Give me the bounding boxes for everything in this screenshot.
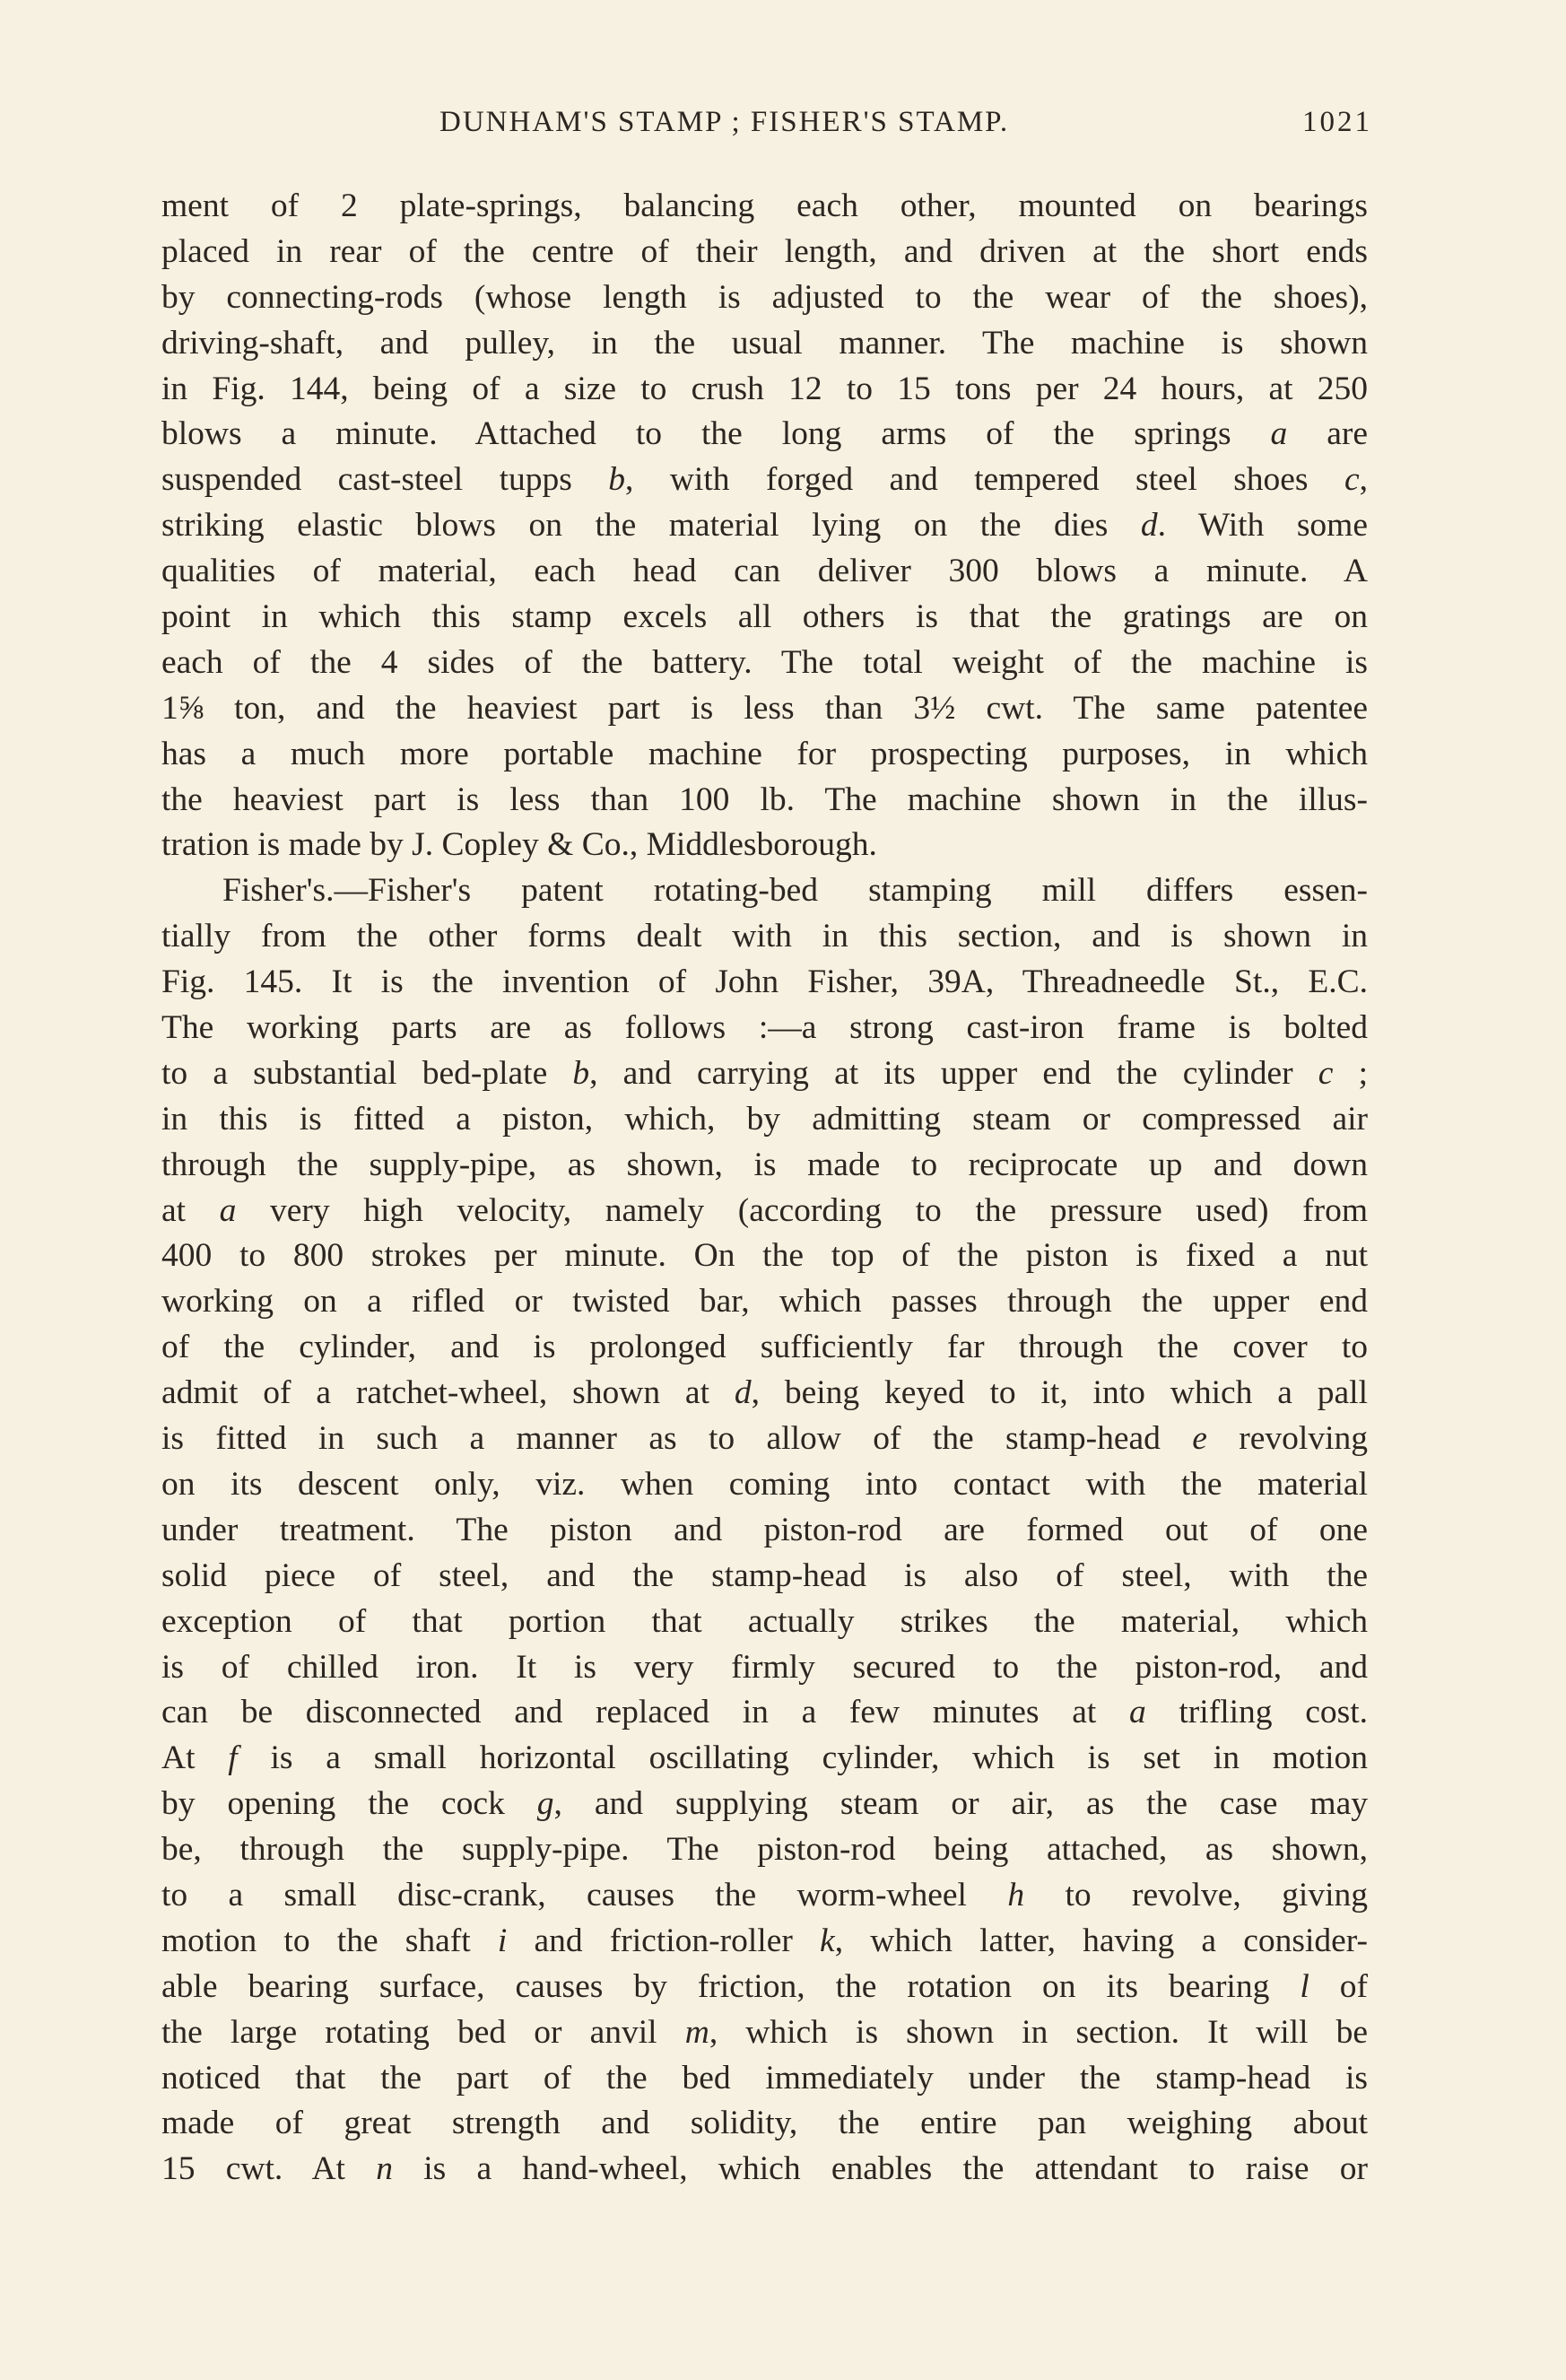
text-line: is fitted in such a manner as to allow of the stamp-head e revolving [161,1420,1368,1458]
text-line: blows a minute. Attached to the long arms of the springs a are [161,415,1368,453]
text-line: has a much more portable machine for prospecting purposes, in which [161,735,1368,772]
text-line: At f is a small horizontal oscillating cylinder, which is set in motion [161,1739,1369,1777]
text-line: to a small disc-crank, causes the worm-wheel h to revolve, giving [161,1876,1368,1914]
text-line: 15 cwt. At n is a hand-wheel, which enables the attendant to raise or [161,2150,1368,2188]
text-line: in Fig. 144, being of a size to crush 12 to 15 tons per 24 hours, at 250 [161,370,1368,407]
text-line: made of great strength and solidity, the entire pan weighing about [161,2105,1368,2142]
text-line: exception of that portion that actually strikes the material, which [161,1602,1368,1640]
figure-reference-letter: c [1344,461,1360,499]
text-line: 1⅝ ton, and the heaviest part is less than 3½ cwt. The same patentee [161,689,1368,727]
text-line: Fig. 145. It is the invention of John Fisher, 39A, Threadneedle St., E.C. [161,963,1368,1001]
text-line: striking elastic blows on the material lying on the dies d. With some [161,507,1368,545]
body-text [161,184,1368,2193]
running-title: DUNHAM'S STAMP ; FISHER'S STAMP. [439,106,1010,138]
text-line: can be disconnected and replaced in a few minutes at a trifling cost. [161,1694,1368,1731]
text-line: ment of 2 plate-springs, balancing each other, mounted on bearings [161,187,1368,224]
text-line: solid piece of steel, and the stamp-head is also of steel, with the [161,1556,1368,1594]
text-line: is of chilled iron. It is very firmly secured to the piston-rod, and [161,1648,1368,1686]
figure-reference-letter: c [1318,1054,1334,1092]
text-line: able bearing surface, causes by friction, the rotation on its bearing l of [161,1967,1368,2005]
text-line: to a substantial bed-plate b, and carrying at its upper end the cylinder c ; [161,1054,1368,1092]
running-head [439,106,1372,151]
text-line: at a very high velocity, namely (according to the pressure used) from [161,1191,1368,1229]
text-line: in this is fitted a piston, which, by admitting steam or compressed air [161,1100,1368,1138]
figure-reference-letter: h [1007,1876,1025,1914]
figure-reference-letter: b [572,1054,590,1092]
figure-reference-letter: a [1128,1694,1146,1731]
figure-reference-letter: e [1192,1420,1207,1458]
text-line: through the supply-pipe, as shown, is made to reciprocate up and down [161,1146,1368,1183]
text-line: tration is made by J. Copley & Co., Middlesborough. [161,826,877,864]
figure-reference-letter: b [608,461,626,499]
text-line: each of the 4 sides of the battery. The total weight of the machine is [161,643,1368,681]
text-line: The working parts are as follows :—a strong cast-iron frame is bolted [161,1009,1368,1047]
text-line: Fisher's.—Fisher's patent rotating-bed stamping mill differs essen- [222,872,1368,910]
text-line: noticed that the part of the bed immediately under the stamp-head is [161,2059,1368,2097]
figure-reference-letter: f [228,1739,238,1777]
text-line: 400 to 800 strokes per minute. On the top of the piston is fixed a nut [161,1237,1368,1275]
text-line: tially from the other forms dealt with in this section, and is shown in [161,918,1368,955]
text-line: point in which this stamp excels all others is that the gratings are on [161,598,1368,636]
text-line: under treatment. The piston and piston-rod are formed out of one [161,1511,1368,1548]
figure-reference-letter: d [734,1374,752,1412]
page-number: 1021 [1302,106,1372,138]
figure-reference-letter: d [1140,507,1158,545]
figure-reference-letter: a [1270,415,1288,453]
text-line: the large rotating bed or anvil m, which is shown in section. It will be [161,2013,1369,2051]
text-line: suspended cast-steel tupps b, with forged and tempered steel shoes c, [161,461,1368,499]
figure-reference-letter: i [497,1922,508,1959]
text-line: by opening the cock g, and supplying steam or air, as the case may [161,1785,1368,1823]
figure-reference-letter: k [820,1922,835,1959]
text-line: qualities of material, each head can deliver 300 blows a minute. A [161,553,1368,590]
text-line: by connecting-rods (whose length is adjusted to the wear of the shoes), [161,278,1368,316]
text-line: be, through the supply-pipe. The piston-rod being attached, as shown, [161,1831,1368,1869]
text-line: driving-shaft, and pulley, in the usual manner. The machine is shown [161,324,1368,362]
figure-reference-letter: m [684,2013,709,2051]
figure-reference-letter: g [536,1785,554,1823]
figure-reference-letter: n [376,2150,393,2188]
figure-reference-letter: l [1300,1967,1309,2005]
text-line: placed in rear of the centre of their length, and driven at the short ends [161,232,1368,270]
text-line: of the cylinder, and is prolonged sufficiently far through the cover to [161,1329,1368,1366]
text-line: the heaviest part is less than 100 lb. The machine shown in the illus- [161,780,1368,818]
text-line: admit of a ratchet-wheel, shown at d, being keyed to it, into which a pall [161,1374,1369,1412]
text-line: working on a rifled or twisted bar, which passes through the upper end [161,1283,1368,1321]
text-line: motion to the shaft i and friction-roller k, which latter, having a consider- [161,1922,1369,1959]
text-line: on its descent only, viz. when coming into contact with the material [161,1465,1368,1503]
figure-reference-letter: a [219,1191,237,1229]
